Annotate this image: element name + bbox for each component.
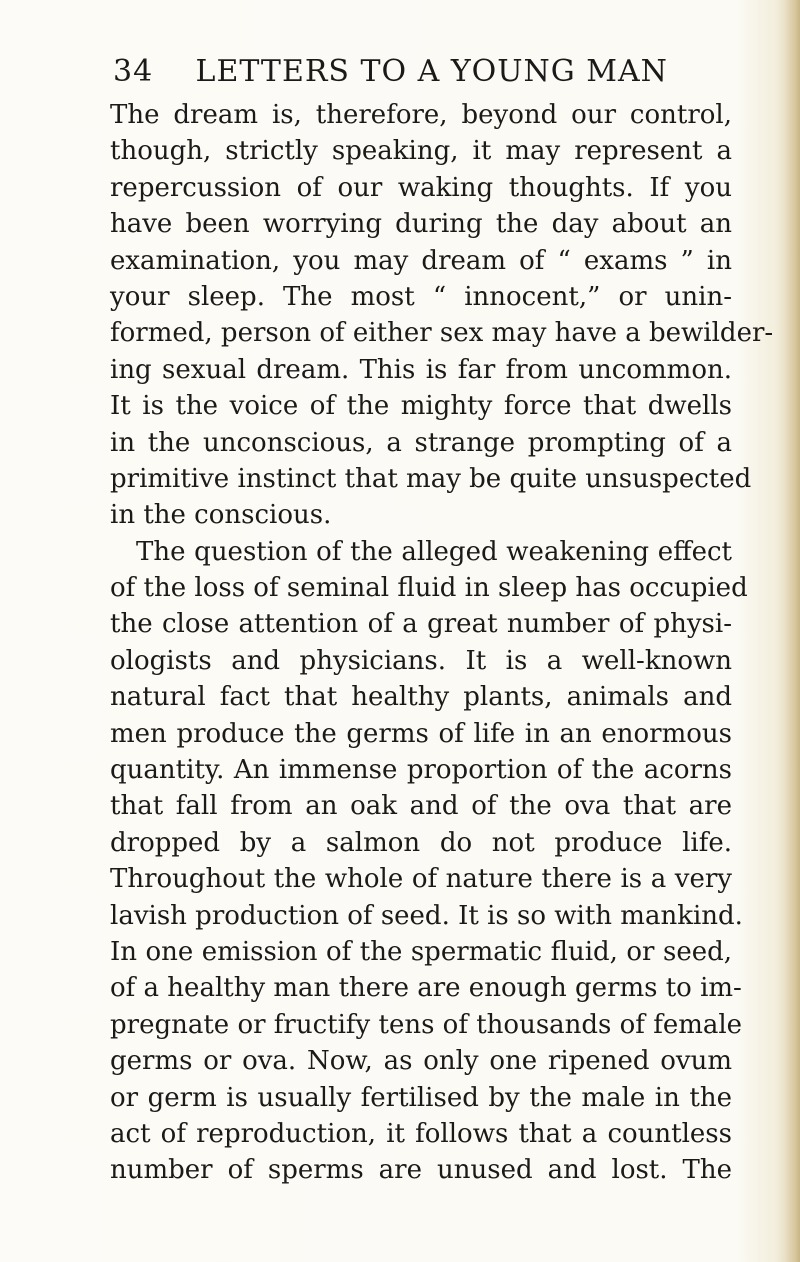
text-line: It is the voice of the mighty force that dwells [110,391,732,422]
text-line: repercussion of our waking thoughts. If you [110,172,732,203]
page-number: 34 [113,54,154,89]
page-edge-shading [786,0,800,1262]
text-line: men produce the germs of life in an enormous [110,718,732,749]
text-line: your sleep. The most “ innocent,” or unin- [110,281,732,312]
text-line: that fall from an oak and of the ova that are [110,791,732,822]
paragraph-end-line: in the conscious. [110,500,332,531]
text-line: germs or ova. Now, as only one ripened ovum [110,1046,732,1077]
text-line: in the unconscious, a strange prompting of a [110,427,732,458]
paragraph-start-line: The question of the alleged weakening effect [136,536,732,567]
running-title: LETTERS TO A YOUNG MAN [195,54,668,89]
text-line: In one emission of the spermatic fluid, or seed, [110,936,732,967]
text-line: pregnate or fructify tens of thousands of female [110,1009,743,1040]
text-line: of a healthy man there are enough germs to im- [110,973,742,1004]
text-line: of the loss of seminal fluid in sleep has occupied [110,573,748,604]
text-line: quantity. An immense proportion of the acorns [110,755,732,786]
text-line: the close attention of a great number of physi- [110,609,732,640]
text-line: dropped by a salmon do not produce life. [110,827,732,858]
text-line: act of reproduction, it follows that a countless [110,1118,732,1149]
text-line: Throughout the whole of nature there is a very [110,864,732,895]
text-line: or germ is usually fertilised by the male in the [110,1082,732,1113]
text-line: lavish production of seed. It is so with mankind. [110,900,743,931]
text-line: examination, you may dream of “ exams ” in [110,245,732,276]
body-text [110,97,774,1189]
text-line: primitive instinct that may be quite unsuspected [110,463,752,494]
text-line: though, strictly speaking, it may represent a [110,136,732,167]
text-line: have been worrying during the day about an [110,209,732,240]
text-line: The dream is, therefore, beyond our control, [110,100,732,130]
text-line: ing sexual dream. This is far from uncommon. [110,354,732,385]
text-line: ologists and physicians. It is a well-known [110,645,732,676]
text-line: number of sperms are unused and lost. The [110,1155,732,1186]
page-header [113,54,668,94]
text-line: natural fact that healthy plants, animals and [110,682,732,713]
text-line: formed, person of either sex may have a bewilder- [110,318,774,349]
